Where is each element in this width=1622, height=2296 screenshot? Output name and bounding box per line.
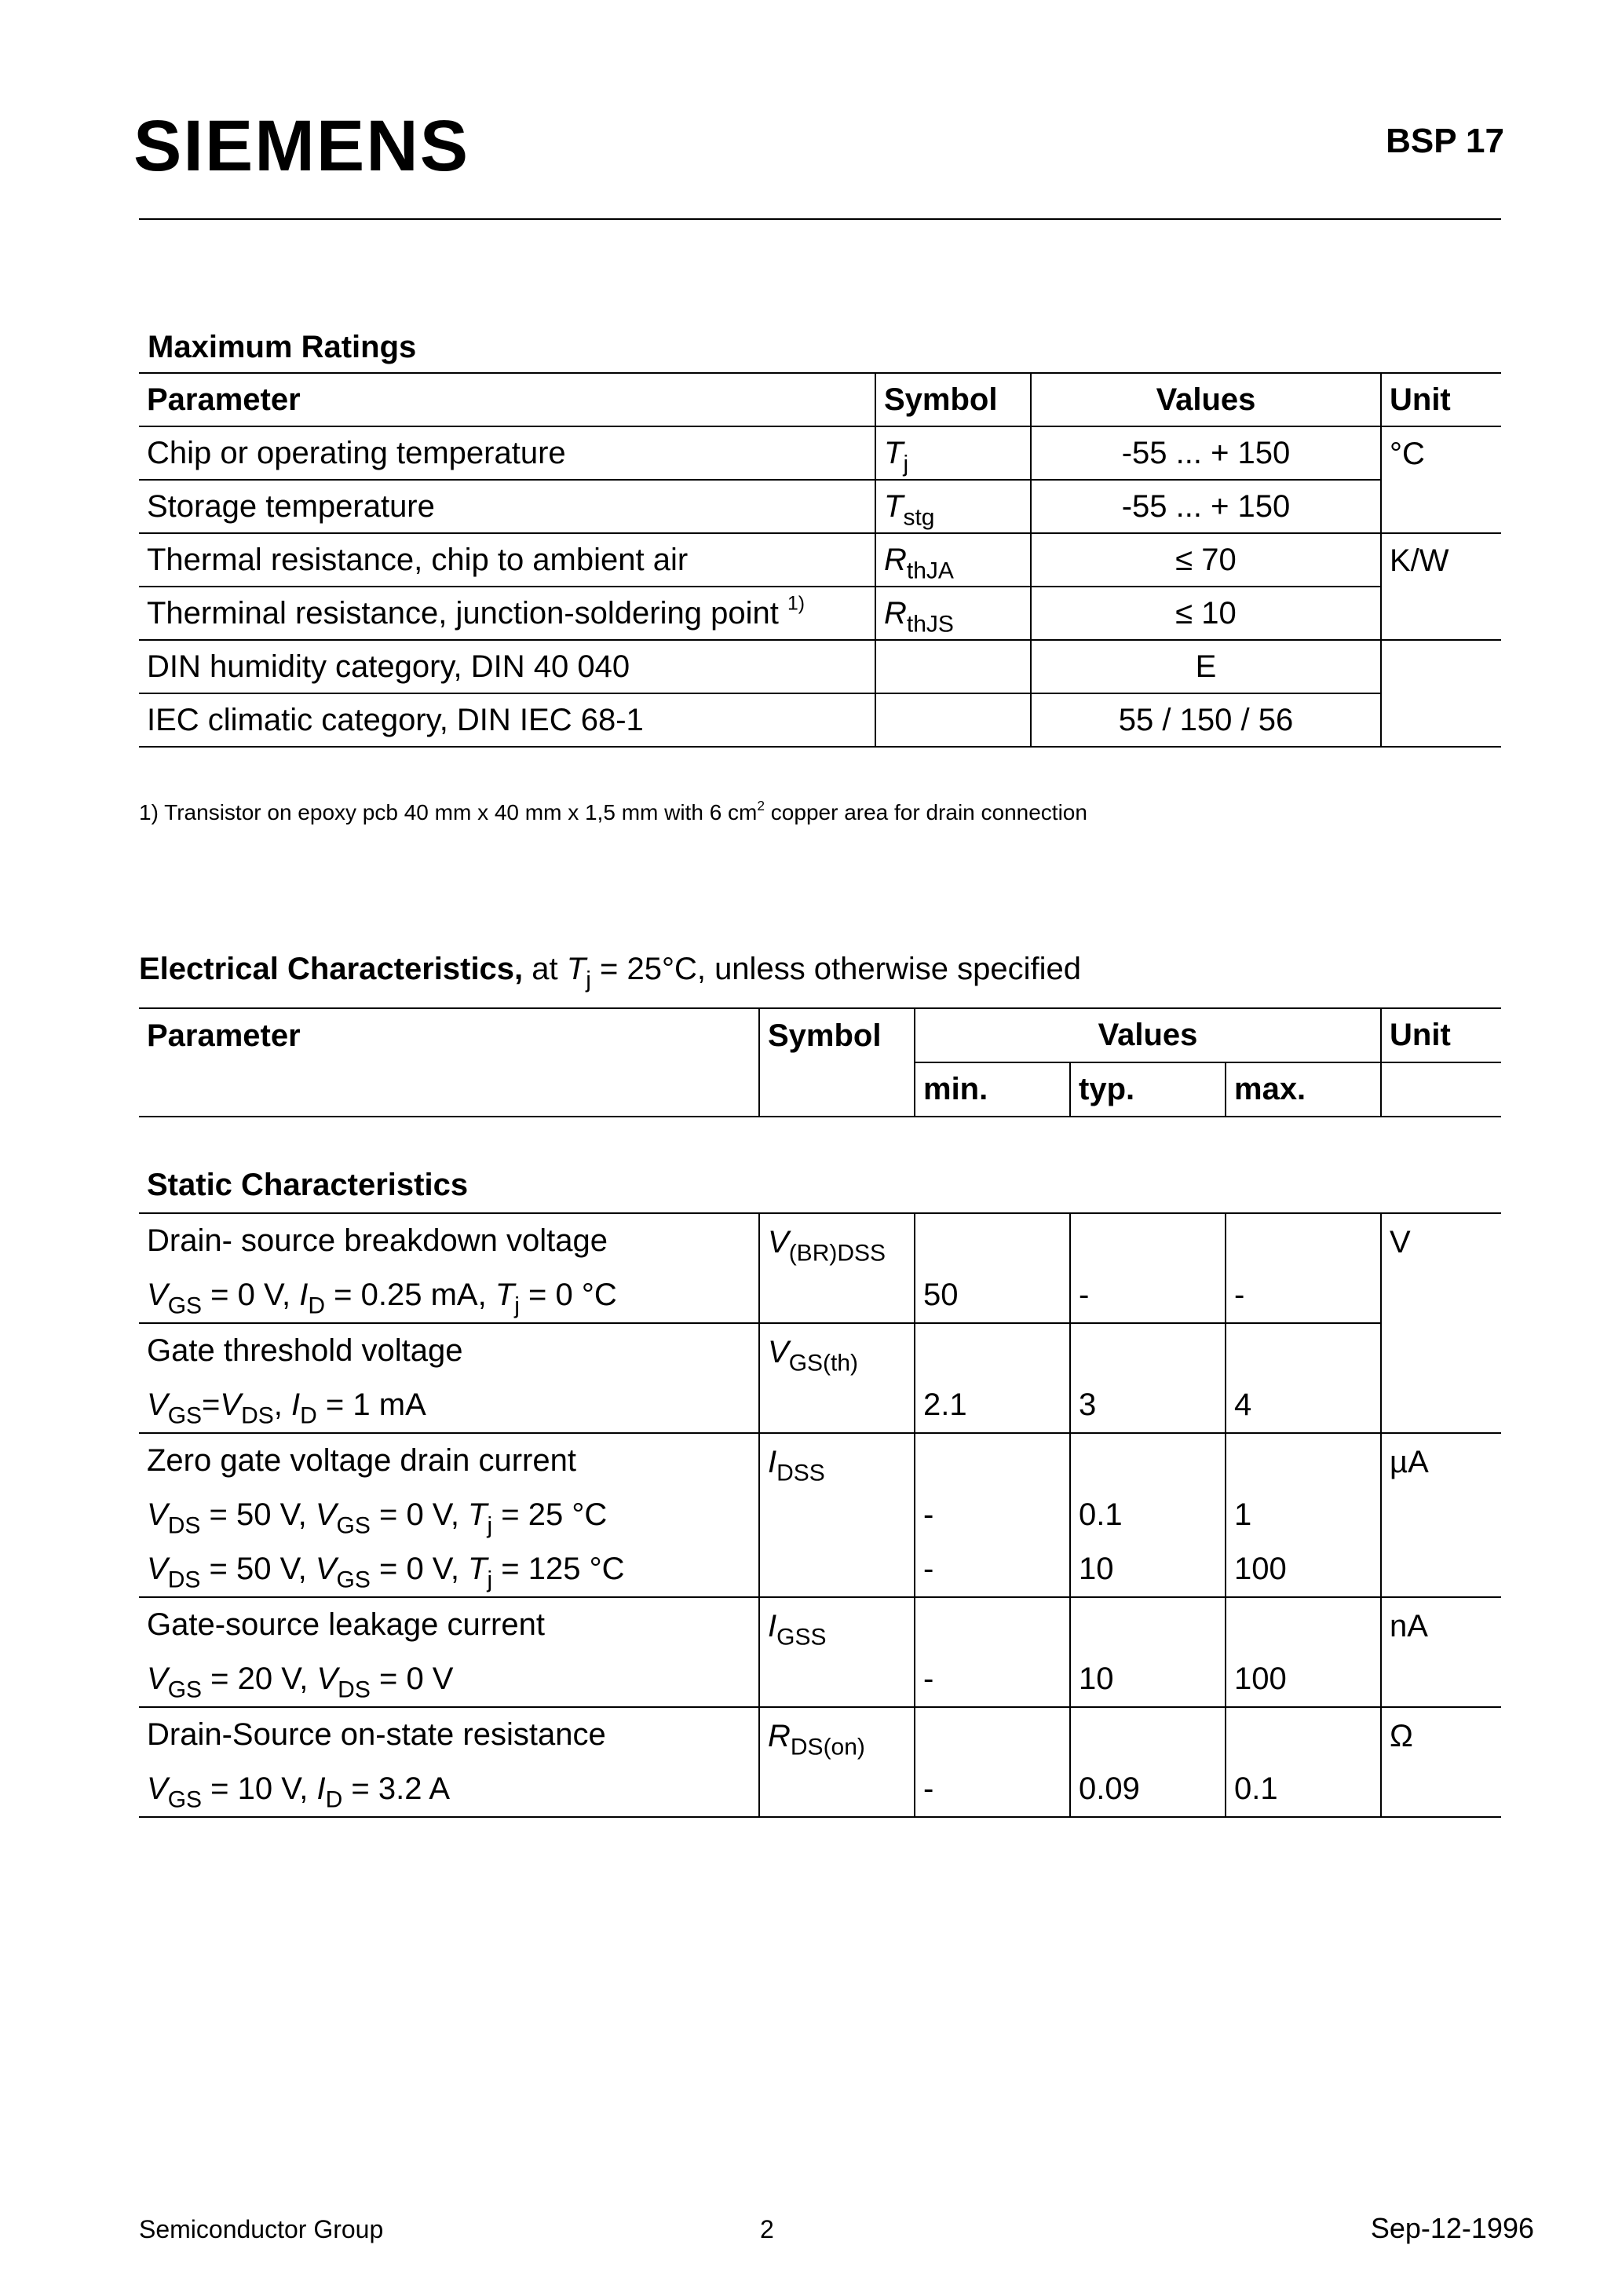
elec-subheader-row — [139, 1062, 1501, 1117]
header-values: Values — [1031, 373, 1381, 426]
symbol-cell: $R_{DS(on)}$ — [759, 1707, 915, 1817]
param-cell: Zero gate voltage drain current $V_{DS} = 50$ V, $V_{GS} = 0$ V, $T_j = 25$ °C $V_{DS} = 50$ V, $V_{GS} = 0$ V, $T_j = 125$ °C — [139, 1433, 759, 1597]
value-cell: ≤ 10 — [1031, 587, 1381, 640]
value-cell: E — [1031, 640, 1381, 693]
unit-cell — [1381, 640, 1501, 747]
symbol-cell: $T_{stg}$ — [875, 480, 1031, 533]
electrical-table — [139, 1007, 1501, 1818]
footer-date: Sep-12-1996 — [1370, 2212, 1534, 2244]
elec-header-row — [139, 1008, 1501, 1062]
value-cell: ≤ 70 — [1031, 533, 1381, 587]
max-ratings-title: Maximum Ratings — [148, 330, 417, 364]
symbol-cell: $V_{GS(th)}$ — [759, 1323, 915, 1433]
static-characteristics-title: Static Characteristics — [139, 1117, 1501, 1213]
unit-cell: nA — [1381, 1597, 1501, 1707]
table-row — [139, 587, 1501, 640]
table-row — [139, 693, 1501, 747]
min-cell: 50 — [915, 1213, 1070, 1323]
header-parameter: Parameter — [139, 1008, 759, 1062]
unit-cell: µA — [1381, 1433, 1501, 1597]
symbol-cell: $I_{DSS}$ — [759, 1433, 915, 1597]
max-cell: 0.1 — [1226, 1707, 1381, 1817]
header-symbol: Symbol — [759, 1008, 915, 1062]
value-cell: 55 / 150 / 56 — [1031, 693, 1381, 747]
symbol-cell: $R_{thJS}$ — [875, 587, 1031, 640]
header-symbol: Symbol — [875, 373, 1031, 426]
footer-left: Semiconductor Group — [139, 2215, 384, 2243]
typ-cell: 0.09 — [1070, 1707, 1226, 1817]
table-row — [139, 1707, 1501, 1817]
electrical-title: Electrical Characteristics, at $T_j = 25^\circ C$, unless otherwise specified — [139, 952, 1081, 993]
param-cell: Gate-source leakage current $V_{GS} = 20$ V, $V_{DS} = 0$ V — [139, 1597, 759, 1707]
header-parameter: Parameter — [139, 373, 875, 426]
max-cell: 4 — [1226, 1323, 1381, 1433]
footer-page-number: 2 — [760, 2215, 774, 2243]
table-row — [139, 533, 1501, 587]
symbol-cell: $I_{GSS}$ — [759, 1597, 915, 1707]
param-cell: IEC climatic category, DIN IEC 68-1 — [139, 693, 875, 747]
symbol-cell: $T_j$ — [875, 426, 1031, 480]
part-number: BSP 17 — [1386, 122, 1504, 160]
header-rule — [139, 218, 1501, 220]
symbol-cell — [875, 640, 1031, 693]
min-cell: 2.1 — [915, 1323, 1070, 1433]
unit-cell: Ω — [1381, 1707, 1501, 1817]
header-typ: typ. — [1070, 1062, 1226, 1117]
table-row — [139, 640, 1501, 693]
symbol-cell: $V_{(BR)DSS}$ — [759, 1213, 915, 1323]
value-cell: -55 ... + 150 — [1031, 480, 1381, 533]
param-cell: Chip or operating temperature — [139, 426, 875, 480]
static-title-row — [139, 1117, 1501, 1213]
header-values: Values — [915, 1008, 1381, 1062]
symbol-cell — [875, 693, 1031, 747]
footnote: 1) Transistor on epoxy pcb 40 mm x 40 mm x 1,5 mm with 6 $cm^2$ copper area for drain connection — [139, 797, 1087, 824]
siemens-logo: SIEMENS — [133, 106, 470, 186]
table-row — [139, 426, 1501, 480]
table-row — [139, 480, 1501, 533]
table-row — [139, 1323, 1501, 1433]
param-cell: Drain-Source on-state resistance $V_{GS} = 10$ V, $I_D = 3.2$ A — [139, 1707, 759, 1817]
typ-cell: 10 — [1070, 1597, 1226, 1707]
table-row — [139, 1213, 1501, 1323]
value-cell: -55 ... + 150 — [1031, 426, 1381, 480]
param-cell: Gate threshold voltage $V_{GS}=V_{DS}$, $I_D = 1$ mA — [139, 1323, 759, 1433]
min-cell: - — [915, 1597, 1070, 1707]
param-cell: Drain- source breakdown voltage $V_{GS} = 0$ V, $I_D = 0.25$ mA, $T_j = 0$ °C — [139, 1213, 759, 1323]
max-ratings-table — [139, 372, 1501, 748]
min-cell: - — [915, 1707, 1070, 1817]
max-cell: 1 100 — [1226, 1433, 1381, 1597]
unit-cell: K/W — [1381, 533, 1501, 640]
header-min: min. — [915, 1062, 1070, 1117]
typ-cell: 0.1 10 — [1070, 1433, 1226, 1597]
param-cell: Thermal resistance, chip to ambient air — [139, 533, 875, 587]
max-ratings-header-row — [139, 373, 1501, 426]
param-cell: DIN humidity category, DIN 40 040 — [139, 640, 875, 693]
table-row — [139, 1433, 1501, 1597]
unit-cell: °C — [1381, 426, 1501, 533]
unit-cell: V — [1381, 1213, 1501, 1433]
min-cell: - - — [915, 1433, 1070, 1597]
typ-cell: - — [1070, 1213, 1226, 1323]
param-cell: Storage temperature — [139, 480, 875, 533]
typ-cell: 3 — [1070, 1323, 1226, 1433]
header-unit: Unit — [1381, 373, 1501, 426]
param-cell: Therminal resistance, junction-soldering point $^{1)}$ — [139, 587, 875, 640]
max-cell: 100 — [1226, 1597, 1381, 1707]
table-row — [139, 1597, 1501, 1707]
symbol-cell: $R_{thJA}$ — [875, 533, 1031, 587]
header-unit: Unit — [1381, 1008, 1501, 1062]
header-max: max. — [1226, 1062, 1381, 1117]
max-cell: - — [1226, 1213, 1381, 1323]
